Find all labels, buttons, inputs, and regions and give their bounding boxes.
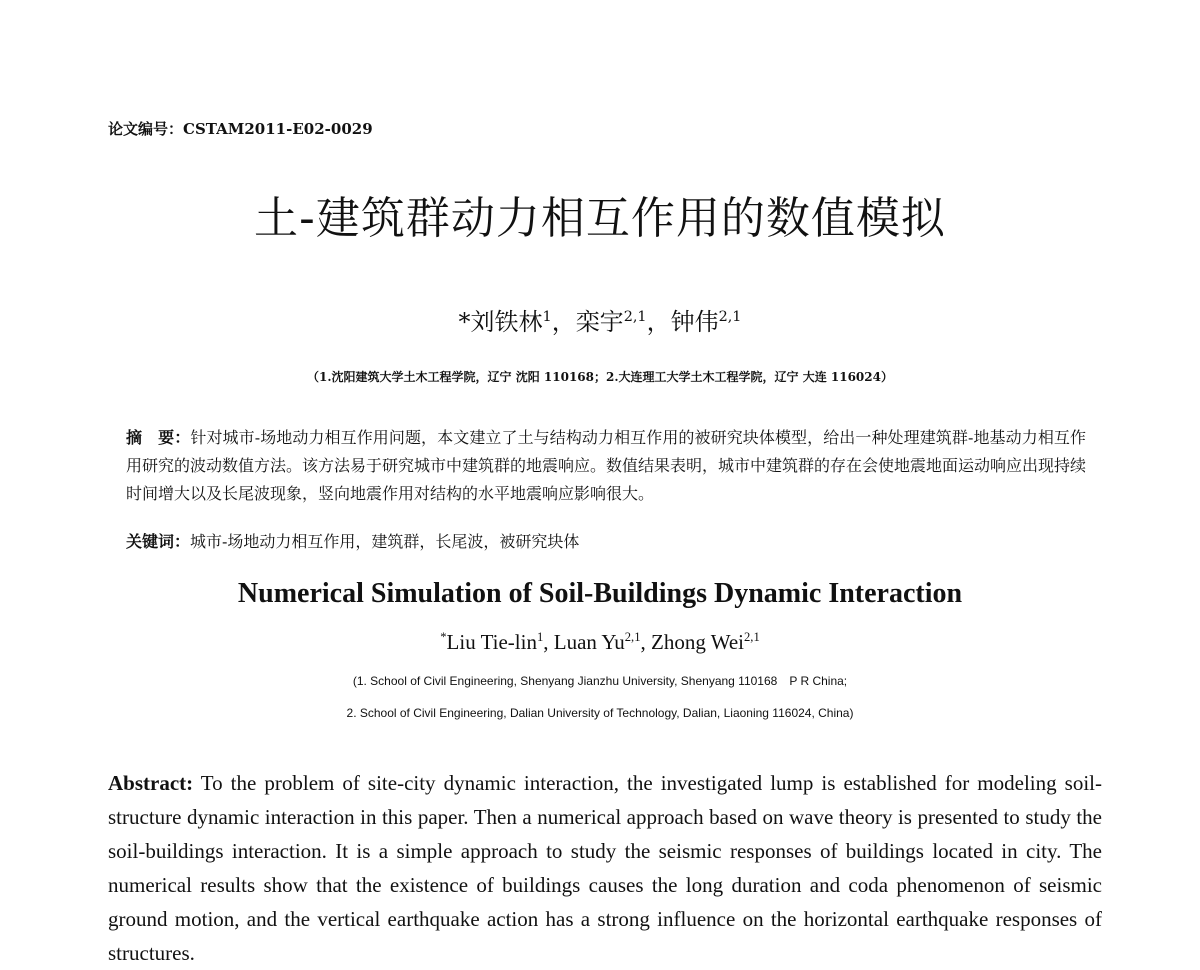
en-author-1: Liu Tie-lin	[446, 630, 537, 654]
cn-author-separator: ，	[551, 308, 576, 336]
en-author-2: Luan Yu	[553, 630, 625, 654]
english-authors	[0, 630, 1200, 655]
en-abstract-text: To the problem of site-city dynamic interaction, the investigated lump is established for modeling soil-structure dynamic interaction in this paper. Then a numerical approach based on wave theory is presented to study the soil-buildings interaction. It is a simple approach to study the seismic responses of buildings located in city. The numerical results show that the existence of buildings causes the long duration and coda phenomenon of seismic ground motion, and the vertical earthquake action has a strong influence on the horizontal earthquake responses of structures.	[108, 771, 1102, 965]
en-author-3-affil: 2,1	[744, 630, 760, 644]
cn-abstract-label: 摘 要：	[126, 428, 191, 447]
cn-author-2: 栾宇	[575, 308, 624, 336]
english-affiliation-line-2: 2. School of Civil Engineering, Dalian University of Technology, Dalian, Liaoning 116024, China)	[346, 706, 854, 720]
english-affiliation-line-1: (1. School of Civil Engineering, Shenyang Jianzhu University, Shenyang 110168 P R China;	[352, 674, 848, 688]
chinese-keywords	[126, 528, 1086, 556]
en-author-1-prefix: *	[440, 630, 447, 644]
paper-id-label: 论文编号：	[108, 120, 184, 138]
english-abstract	[108, 766, 1102, 970]
paper-id	[108, 118, 373, 139]
cn-author-1-prefix: *	[458, 308, 471, 336]
paper-id-value: CSTAM2011-E02-0029	[183, 120, 373, 138]
cn-keywords-text: 城市-场地动力相互作用，建筑群，长尾波，被研究块体	[190, 532, 580, 551]
cn-keywords-label: 关键词：	[126, 532, 191, 551]
en-author-3: Zhong Wei	[651, 630, 744, 654]
english-title: Numerical Simulation of Soil-Buildings Dynamic Interaction	[237, 578, 963, 609]
cn-author-1: 刘铁林	[470, 308, 543, 336]
cn-author-2-affil: 2,1	[623, 309, 647, 325]
en-author-separator: ,	[640, 630, 651, 654]
cn-author-separator: ，	[646, 308, 671, 336]
cn-author-3-affil: 2,1	[718, 309, 742, 325]
en-abstract-label: Abstract:	[108, 771, 194, 795]
cn-author-3: 钟伟	[670, 308, 719, 336]
cn-abstract-text: 针对城市-场地动力相互作用问题，本文建立了土与结构动力相互作用的被研究块体模型，给出一种处理建筑群-地基动力相互作用研究的波动数值方法。该方法易于研究城市中建筑群的地震响应。数值结果表明，城市中建筑群的存在会使地震地面运动响应出现持续时间增大以及长尾波现象，竖向地震作用对结构的水平地震响应影响很大。	[126, 428, 1087, 503]
cn-author-1-affil: 1	[542, 309, 552, 325]
chinese-affiliation: （1.沈阳建筑大学土木工程学院，辽宁 沈阳 110168；2.大连理工大学土木工程学院，辽宁 大连 116024）	[307, 370, 893, 384]
chinese-authors	[0, 302, 1200, 337]
en-author-separator: ,	[543, 630, 554, 654]
en-author-2-affil: 2,1	[624, 630, 641, 644]
chinese-title: 土-建筑群动力相互作用的数值模拟	[254, 193, 946, 244]
en-author-1-affil: 1	[536, 630, 544, 644]
chinese-abstract	[126, 424, 1086, 508]
